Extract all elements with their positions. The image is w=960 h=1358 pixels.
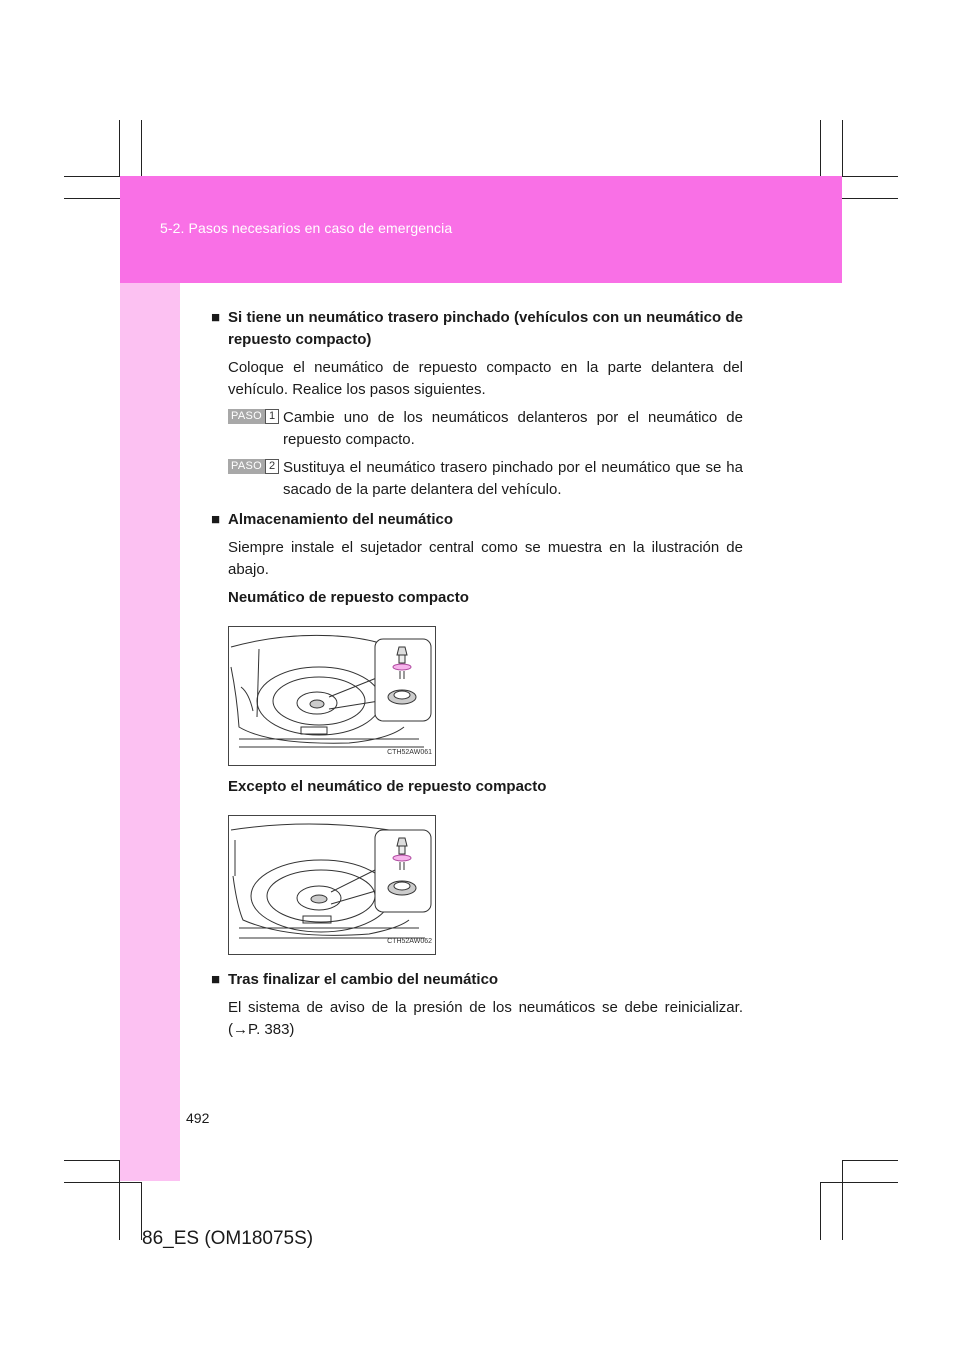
step-badge xyxy=(228,457,283,501)
compact-spare-illustration xyxy=(228,626,436,766)
document-code: 86_ES (OM18075S) xyxy=(142,1228,314,1249)
crop-mark xyxy=(820,1182,821,1240)
page-content xyxy=(211,307,743,1041)
figure-code: CTH52AW061 xyxy=(387,749,432,756)
crop-mark xyxy=(842,1160,898,1161)
section-heading xyxy=(211,969,743,991)
section-heading xyxy=(211,509,743,531)
figure-code: CTH52AW062 xyxy=(387,938,432,945)
crop-mark xyxy=(842,120,843,176)
full-spare-illustration xyxy=(228,815,436,955)
figure-label: Excepto el neumático de repuesto compacto xyxy=(228,778,547,795)
heading-text: Almacenamiento del neumático xyxy=(228,511,454,528)
page-number: 492 xyxy=(186,1110,210,1126)
section-header: 5-2. Pasos necesarios en caso de emergencia xyxy=(160,220,453,236)
square-bullet-icon: ■ xyxy=(211,511,221,528)
square-bullet-icon: ■ xyxy=(211,309,221,326)
crop-mark xyxy=(842,176,898,177)
step-badge-label: PASO xyxy=(228,409,265,424)
crop-mark xyxy=(64,1160,120,1161)
paragraph: Siempre instale el sujetador central como se muestra en la ilustración de abajo. xyxy=(228,539,743,578)
step-text: Sustituya el neumático trasero pinchado por el neumático que se ha sacado de la parte delantera del vehículo. xyxy=(283,459,743,498)
paragraph: El sistema de aviso de la presión de los neumáticos se debe reinicializar. (→P. 383) xyxy=(228,999,743,1038)
step-1 xyxy=(228,407,743,451)
step-badge-label: PASO xyxy=(228,459,265,474)
square-bullet-icon: ■ xyxy=(211,971,221,988)
step-badge xyxy=(228,407,283,451)
crop-mark xyxy=(64,176,120,177)
step-2 xyxy=(228,457,743,501)
paragraph: Coloque el neumático de repuesto compacto en la parte delantera del vehículo. Realice los pasos siguientes. xyxy=(228,359,743,398)
crop-mark xyxy=(119,120,120,176)
crop-mark xyxy=(64,1182,142,1183)
heading-text: Tras finalizar el cambio del neumático xyxy=(228,971,499,988)
step-text: Cambie uno de los neumáticos delanteros por el neumático de repuesto compacto. xyxy=(283,409,743,448)
crop-mark xyxy=(842,1160,843,1240)
step-badge-number: 1 xyxy=(265,409,279,424)
figure-label: Neumático de repuesto compacto xyxy=(228,589,469,606)
step-badge-number: 2 xyxy=(265,459,279,474)
heading-text: Si tiene un neumático trasero pinchado (vehículos con un neumático de repuesto compacto) xyxy=(228,309,743,348)
section-heading xyxy=(211,307,743,351)
crop-mark xyxy=(820,1182,898,1183)
side-band xyxy=(120,283,180,1181)
